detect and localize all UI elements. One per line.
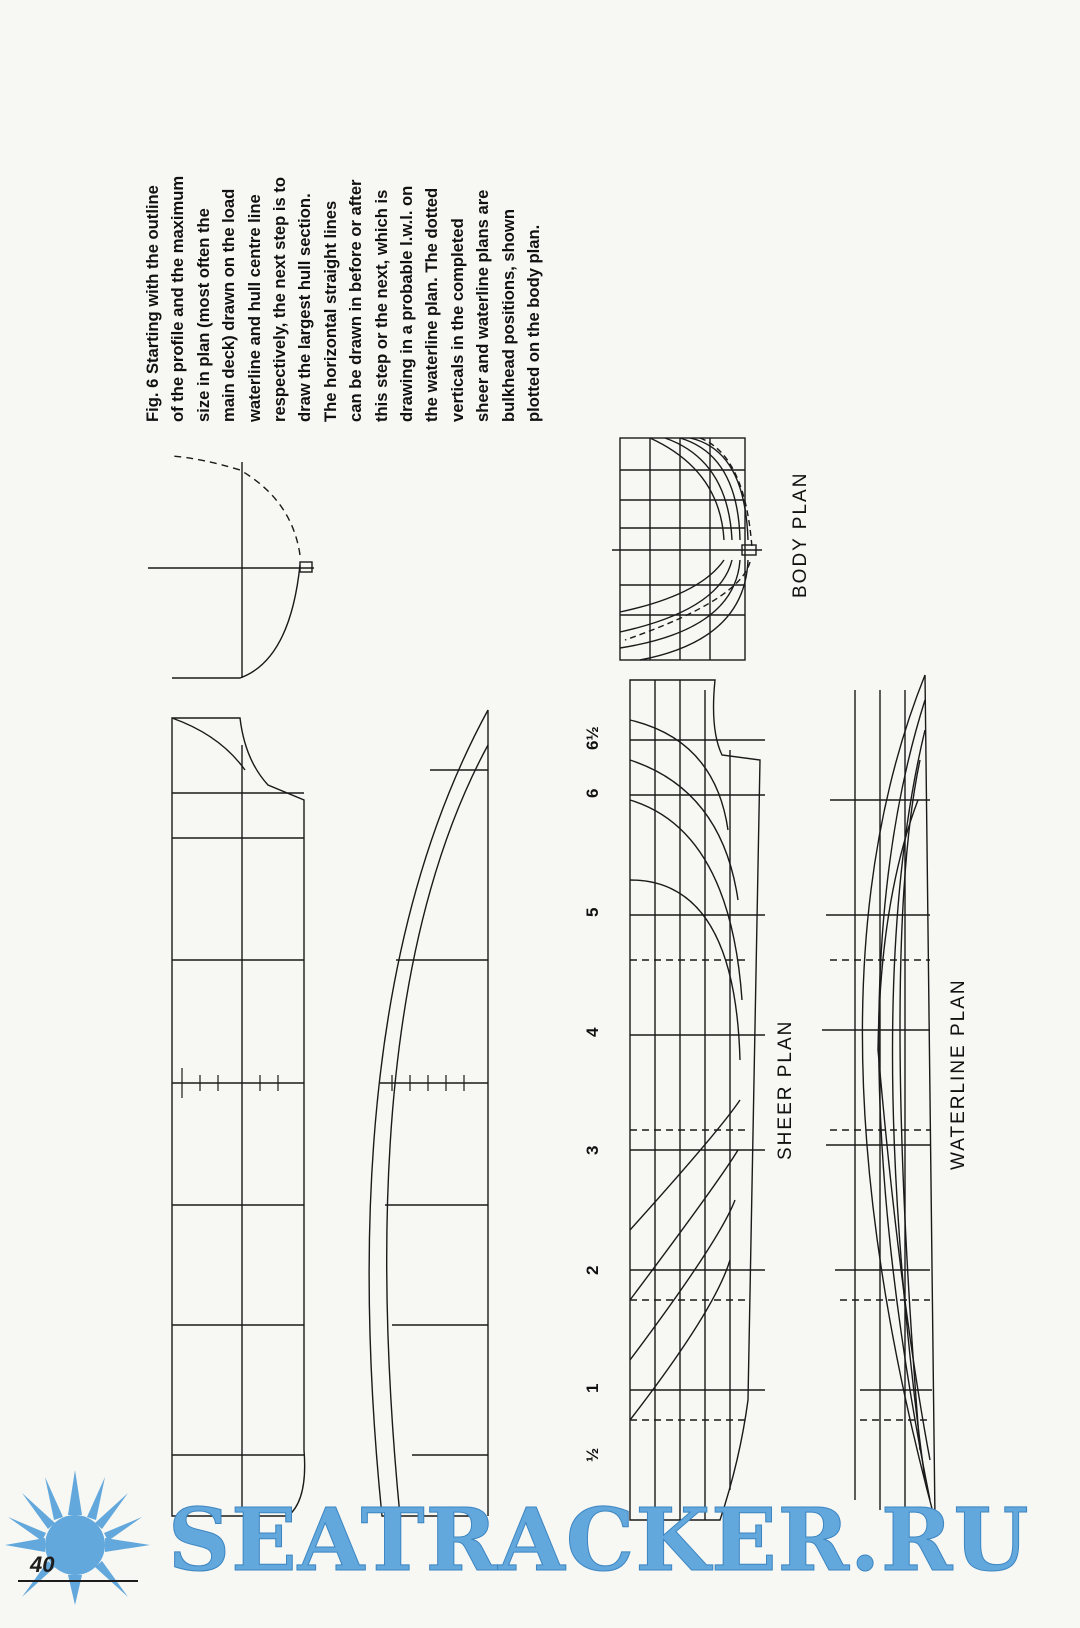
caption-line: size in plan (most often the (193, 208, 213, 422)
profile-outline (172, 718, 305, 1516)
caption-line: plotted on the body plan. (524, 224, 544, 422)
page-rule (18, 1580, 138, 1582)
station-number: 1 (583, 1383, 602, 1393)
body-plan-label: BODY PLAN (790, 471, 811, 598)
sunburst-logo (0, 1465, 160, 1605)
sheer-plan-label: SHEER PLAN (775, 1019, 796, 1160)
station-number: 6 (583, 788, 602, 798)
sheer-plan-drawing (630, 680, 765, 1520)
body-plan-drawing (612, 438, 762, 660)
caption-line: verticals in the completed (447, 218, 467, 422)
caption-line: this step or the next, which is (371, 189, 391, 422)
caption-line: waterline and hull centre line (244, 194, 264, 422)
watermark: SEATRACKER.RU (168, 1490, 1030, 1591)
plan-outline (369, 710, 488, 1516)
waterline-plan-label: WATERLINE PLAN (948, 978, 969, 1170)
page-number: 40 (30, 1552, 55, 1577)
caption-line: draw the largest hull section. (295, 193, 315, 422)
caption-line: the waterline plan. The dotted (422, 187, 442, 422)
station-number: 4 (583, 1027, 602, 1037)
caption-line: sheer and waterline plans are (473, 189, 493, 422)
caption-line: bulkhead positions, shown (498, 209, 518, 422)
station-number: ½ (583, 1447, 602, 1462)
station-number: 3 (583, 1145, 602, 1155)
waterline-plan-drawing (822, 675, 935, 1520)
largest-section (148, 456, 314, 678)
caption-line: can be drawn in before or after (346, 179, 366, 422)
caption-line: of the profile and the maximum (168, 175, 188, 422)
caption-line: respectively, the next step is to (270, 176, 290, 422)
station-number: 2 (583, 1265, 602, 1275)
caption-line: The horizontal straight lines (320, 200, 340, 422)
station-number: 6½ (583, 726, 602, 750)
caption-line: drawing in a probable l.w.l. on (397, 185, 417, 422)
caption-line: main deck) drawn on the load (219, 188, 239, 422)
caption-line: Fig. 6 Starting with the outline (143, 185, 162, 422)
station-number: 5 (583, 907, 602, 917)
figure-caption (140, 92, 547, 422)
